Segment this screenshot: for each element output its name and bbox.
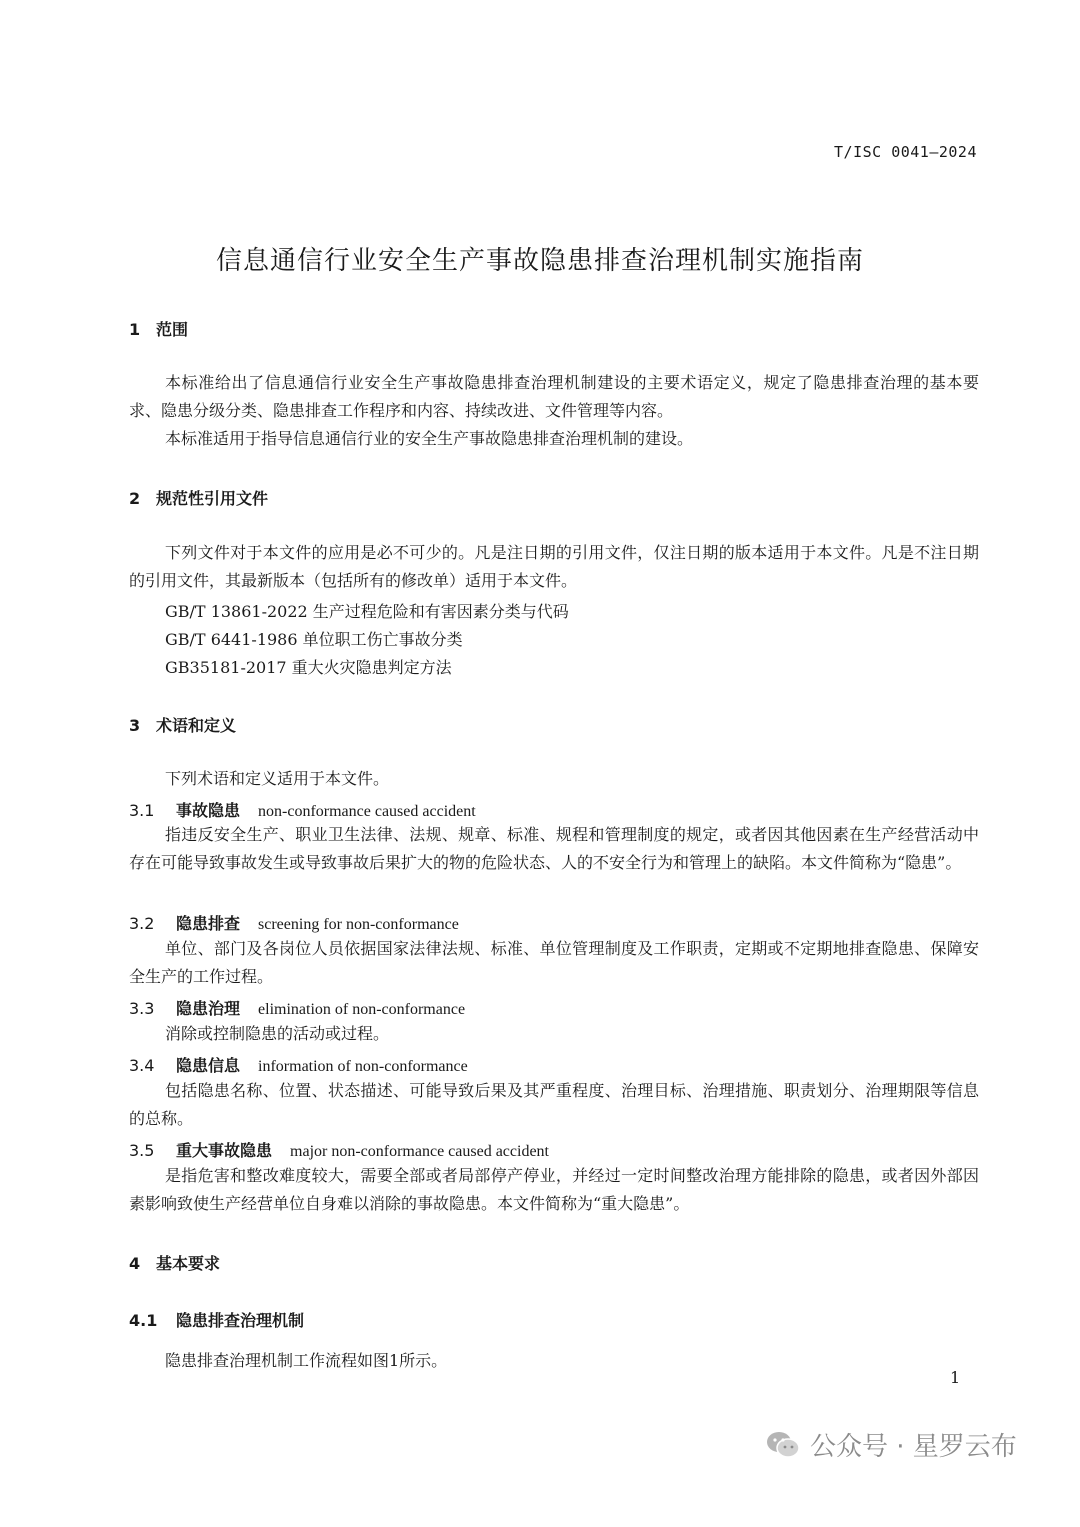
section-number: 2	[129, 489, 141, 508]
section-3-heading	[129, 713, 236, 736]
section-4-heading	[129, 1251, 220, 1274]
standard-code: T/ISC 0041—2024	[834, 143, 977, 161]
term-english: screening for non-conformance	[258, 916, 459, 933]
term-english: major non-conformance caused accident	[290, 1143, 549, 1160]
section-title: 隐患排查治理机制	[176, 1311, 305, 1330]
term-english: non-conformance caused accident	[258, 803, 476, 820]
section-2-heading	[129, 486, 268, 509]
term-english: information of non-conformance	[258, 1058, 468, 1075]
term-3-2	[129, 911, 459, 934]
section-2-paragraph: 下列文件对于本文件的应用是必不可少的。凡是注日期的引用文件，仅注日期的版本适用于本文件。凡是不注日期的引用文件，其最新版本（包括所有的修改单）适用于本文件。	[129, 543, 979, 590]
term-number: 3.4	[129, 1056, 155, 1075]
term-3-3-definition: 消除或控制隐患的活动或过程。	[165, 1024, 390, 1043]
term-3-2-definition: 单位、部门及各岗位人员依据国家法律法规、标准、单位管理制度及工作职责，定期或不定期地排查隐患、保障安全生产的工作过程。	[129, 939, 979, 986]
section-number: 4	[129, 1254, 141, 1273]
term-3-1	[129, 798, 476, 821]
term-number: 3.5	[129, 1141, 155, 1160]
page-number: 1	[950, 1368, 961, 1387]
term-number: 3.2	[129, 914, 155, 933]
section-title: 术语和定义	[156, 716, 237, 735]
term-chinese: 隐患信息	[176, 1056, 241, 1075]
wechat-icon	[766, 1430, 800, 1460]
term-3-5-definition: 是指危害和整改难度较大，需要全部或者局部停产停业，并经过一定时间整改治理方能排除的隐患，或者因外部因素影响致使生产经营单位自身难以消除的事故隐患。本文件简称为“重大隐患”。	[129, 1166, 979, 1213]
watermark	[766, 1426, 1017, 1463]
section-number: 4.1	[129, 1311, 158, 1330]
section-number: 3	[129, 716, 141, 735]
section-number: 1	[129, 320, 141, 339]
term-chinese: 隐患排查	[176, 914, 241, 933]
term-number: 3.1	[129, 801, 155, 820]
reference-item: GB/T 6441-1986 单位职工伤亡事故分类	[165, 630, 463, 649]
term-number: 3.3	[129, 999, 155, 1018]
section-title: 规范性引用文件	[156, 489, 269, 508]
term-english: elimination of non-conformance	[258, 1001, 466, 1018]
section-1-paragraph-1: 本标准给出了信息通信行业安全生产事故隐患排查治理机制建设的主要术语定义，规定了隐患排查治理的基本要求、隐患分级分类、隐患排查工作程序和内容、持续改进、文件管理等内容。	[129, 373, 979, 420]
section-4-1-heading	[129, 1308, 304, 1331]
term-3-5	[129, 1138, 549, 1161]
section-title: 范围	[156, 320, 189, 339]
watermark-text: 公众号 · 星罗云布	[810, 1432, 1017, 1462]
section-1-heading	[129, 317, 188, 340]
term-chinese: 重大事故隐患	[176, 1141, 273, 1160]
term-chinese: 隐患治理	[176, 999, 241, 1018]
section-3-intro: 下列术语和定义适用于本文件。	[165, 769, 390, 788]
term-3-4-definition: 包括隐患名称、位置、状态描述、可能导致后果及其严重程度、治理目标、治理措施、职责划分、治理期限等信息的总称。	[129, 1081, 979, 1128]
section-1-paragraph-2: 本标准适用于指导信息通信行业的安全生产事故隐患排查治理机制的建设。	[165, 429, 694, 448]
term-3-4	[129, 1053, 468, 1076]
term-3-3	[129, 996, 465, 1019]
term-chinese: 事故隐患	[176, 801, 241, 820]
reference-item: GB/T 13861-2022 生产过程危险和有害因素分类与代码	[165, 602, 569, 621]
document-title: 信息通信行业安全生产事故隐患排查治理机制实施指南	[215, 246, 864, 276]
section-4-1-paragraph: 隐患排查治理机制工作流程如图1所示。	[165, 1351, 448, 1370]
reference-item: GB35181-2017 重大火灾隐患判定方法	[165, 658, 452, 677]
term-3-1-definition: 指违反安全生产、职业卫生法律、法规、规章、标准、规程和管理制度的规定，或者因其他因素在生产经营活动中存在可能导致事故发生或导致事故后果扩大的物的危险状态、人的不安全行为和管理上的缺陷。本文件简称为“隐患”。	[129, 825, 979, 872]
section-title: 基本要求	[156, 1254, 221, 1273]
